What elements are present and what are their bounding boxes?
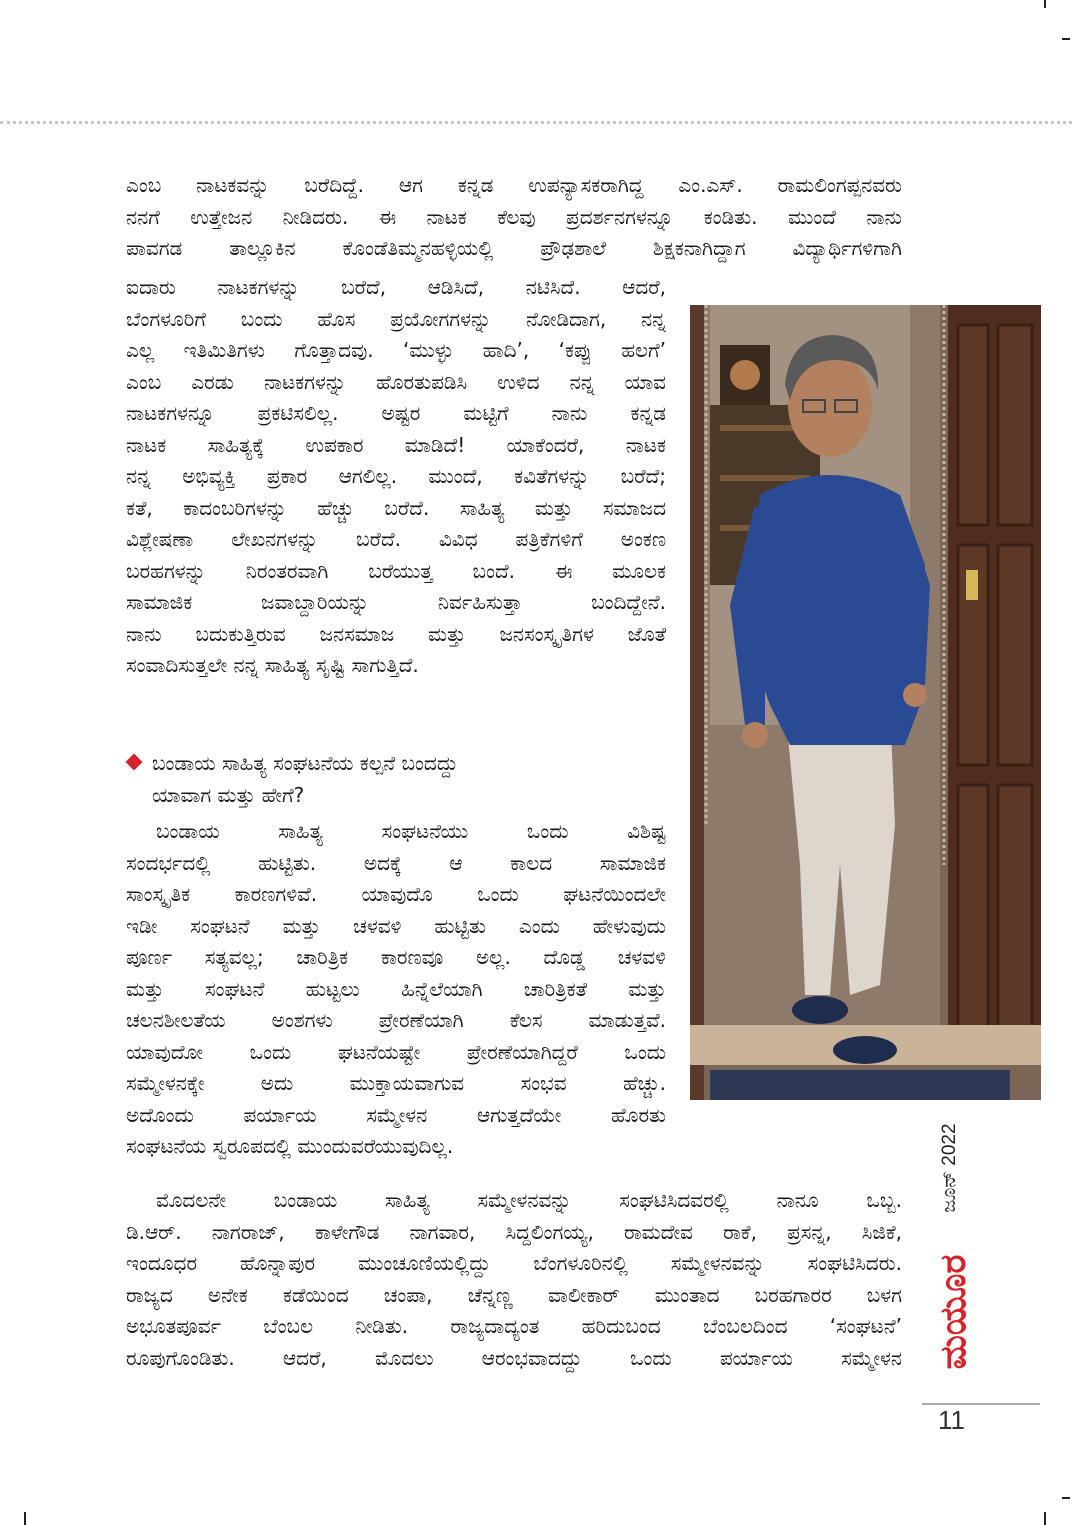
article-paragraph-3: [126, 816, 666, 1163]
text-line: ಅದೊಂದು ಪರ್ಯಾಯ ಸಮ್ಮೇಳನ ಆಗುತ್ತದೆಯೇ ಹೊರತು: [126, 1102, 666, 1127]
question-line: ಯಾವಾಗ ಮತ್ತು ಹೇಗೆ?: [152, 783, 305, 807]
text-line: ಕತೆ, ಕಾದಂಬರಿಗಳನ್ನು ಹೆಚ್ಚು ಬರೆದೆ. ಸಾಹಿತ್ಯ ಮತ್ತು ಸಮಾಜದ: [126, 495, 666, 520]
article-paragraph-2: [126, 272, 666, 682]
text-line: ಎಲ್ಲ ಇತಿಮಿತಿಗಳು ಗೊತ್ತಾದವು. ‘ಮುಳ್ಳು ಹಾದಿ’, ‘ಕಪ್ಪು ಹಲಗೆ’: [126, 338, 666, 362]
crop-mark: [1044, 1512, 1046, 1525]
text-line: ಸಂಘಟನೆಯ ಸ್ವರೂಪದಲ್ಲಿ ಮುಂದುವರೆಯುವುದಿಲ್ಲ.: [126, 1134, 454, 1158]
text-line: ಬಂಡಾಯ ಸಾಹಿತ್ಯ ಸಂಘಟನೆಯು ಒಂದು ವಿಶಿಷ್ಟ: [156, 819, 666, 843]
text-line: ಎಂಬ ಎರಡು ನಾಟಕಗಳನ್ನು ಹೊರತುಪಡಿಸಿ ಉಳಿದ ನನ್ನ ಯಾವ: [126, 369, 666, 394]
interview-question: [126, 747, 666, 811]
text-line: ಯಾವುದೋ ಒಂದು ಘಟನೆಯಷ್ಟೇ ಪ್ರೇರಣೆಯಾಗಿದ್ದರೆ ಒಂದು: [126, 1039, 666, 1064]
crop-mark: [1044, 0, 1046, 8]
article-paragraph-4: [126, 1185, 902, 1374]
crop-mark: [1062, 38, 1070, 40]
text-line: ನಾನು ಬದುಕುತ್ತಿರುವ ಜನಸಮಾಜ ಮತ್ತು ಜನಸಂಸ್ಕೃತಿಗಳ ಜೊತೆ: [126, 621, 666, 646]
text-line: ನನ್ನ ಅಭಿವ್ಯಕ್ತಿ ಪ್ರಕಾರ ಆಗಲಿಲ್ಲ. ಮುಂದೆ, ಕವಿತೆಗಳನ್ನು ಬರೆದೆ;: [126, 464, 666, 488]
text-line: ಬೆಂಗಳೂರಿಗೆ ಬಂದು ಹೊಸ ಪ್ರಯೋಗಗಳನ್ನು ನೋಡಿದಾಗ, ನನ್ನ: [126, 306, 666, 331]
issue-date: [930, 1118, 970, 1218]
text-line: ಸಾಂಸ್ಕೃತಿಕ ಕಾರಣಗಳಿವೆ. ಯಾವುದೊ ಒಂದು ಘಟನೆಯಿಂದಲೇ: [126, 882, 666, 906]
text-line: ಬರಹಗಳನ್ನು ನಿರಂತರವಾಗಿ ಬರೆಯುತ್ತ ಬಂದೆ. ಈ ಮೂಲಕ: [126, 558, 666, 583]
text-line: ಮತ್ತು ಸಂಘಟನೆ ಹುಟ್ಟಲು ಹಿನ್ನೆಲೆಯಾಗಿ ಚಾರಿತ್ರಿಕತೆ ಮತ್ತು: [126, 976, 666, 1001]
text-line: ಸಮ್ಮೇಳನಕ್ಕೇ ಅದು ಮುಕ್ತಾಯವಾಗುವ ಸಂಭವ ಹೆಚ್ಚು.: [126, 1071, 666, 1095]
crop-mark: [1062, 1497, 1070, 1499]
text-line: ನನಗೆ ಉತ್ತೇಜನ ನೀಡಿದರು. ಈ ನಾಟಕ ಕೆಲವು ಪ್ರದರ್ಶನಗಳನ್ನೂ ಕಂಡಿತು. ಮುಂದೆ ನಾನು: [126, 204, 902, 229]
text-line: ಮೊದಲನೇ ಬಂಡಾಯ ಸಾಹಿತ್ಯ ಸಮ್ಮೇಳನವನ್ನು ಸಂಘಟಿಸಿದವರಲ್ಲಿ ನಾನೂ ಒಬ್ಬ.: [156, 1188, 902, 1212]
text-line: ಪೂರ್ಣ ಸತ್ಯವಲ್ಲ; ಚಾರಿತ್ರಿಕ ಕಾರಣವೂ ಅಲ್ಲ. ದೊಡ್ಡ ಚಳವಳಿ: [126, 945, 666, 969]
magazine-masthead: [934, 1232, 976, 1392]
crop-mark: [24, 1512, 26, 1525]
text-line: ನಾಟಕ ಸಾಹಿತ್ಯಕ್ಕೆ ಉಪಕಾರ ಮಾಡಿದೆ! ಯಾಕೆಂದರೆ, ನಾಟಕ: [126, 432, 666, 457]
text-line: ಸಾಮಾಜಿಕ ಜವಾಬ್ದಾರಿಯನ್ನು ನಿರ್ವಹಿಸುತ್ತಾ ಬಂದಿದ್ದೇನೆ.: [126, 590, 666, 614]
question-line: ಬಂಡಾಯ ಸಾಹಿತ್ಯ ಸಂಘಟನೆಯ ಕಲ್ಪನೆ ಬಂದದ್ದು: [152, 751, 458, 775]
text-line: ಅಭೂತಪೂರ್ವ ಬೆಂಬಲ ನೀಡಿತು. ರಾಜ್ಯದಾದ್ಯಂತ ಹರಿದುಬಂದ ಬೆಂಬಲದಿಂದ ‘ಸಂಘಟನೆ’: [126, 1314, 902, 1338]
issue-date-text: ಜೂನ್ 2022: [939, 1123, 960, 1213]
text-line: ಡಿ.ಆರ್. ನಾಗರಾಜ್, ಕಾಳೇಗೌಡ ನಾಗವಾರ, ಸಿದ್ದಲಿಂಗಯ್ಯ, ರಾಮದೇವ ರಾಕೆ, ಪ್ರಸನ್ನ, ಸಿಜಿಕೆ,: [126, 1219, 902, 1244]
article-paragraph-1: [126, 170, 902, 265]
text-line: ಸಂವಾದಿಸುತ್ತಲೇ ನನ್ನ ಸಾಹಿತ್ಯ ಸೃಷ್ಟಿ ಸಾಗುತ್ತಿದೆ.: [126, 653, 419, 677]
text-line: ಎಂಬ ನಾಟಕವನ್ನು ಬರೆದಿದ್ದೆ. ಆಗ ಕನ್ನಡ ಉಪನ್ಯಾಸಕರಾಗಿದ್ದ ಎಂ.ಎಸ್. ರಾಮಲಿಂಗಪ್ಪನವರು: [126, 173, 902, 197]
text-line: ನಾಟಕಗಳನ್ನೂ ಪ್ರಕಟಿಸಲಿಲ್ಲ. ಅಷ್ಟರ ಮಟ್ಟಿಗೆ ನಾನು ಕನ್ನಡ: [126, 401, 666, 425]
text-line: ಸಂದರ್ಭದಲ್ಲಿ ಹುಟ್ಟಿತು. ಅದಕ್ಕೆ ಆ ಕಾಲದ ಸಾಮಾಜಿಕ: [126, 850, 666, 875]
text-line: ವಿಶ್ಲೇಷಣಾ ಲೇಖನಗಳನ್ನು ಬರೆದೆ. ವಿವಿಧ ಪತ್ರಿಕೆಗಳಿಗೆ ಅಂಕಣ: [126, 527, 666, 551]
masthead-text: ಮಯೂರ: [934, 1254, 974, 1370]
dotted-divider: [0, 121, 1072, 124]
text-line: ರಾಜ್ಯದ ಅನೇಕ ಕಡೆಯಿಂದ ಚಂಪಾ, ಚೆನ್ನಣ್ಣ ವಾಲೀಕಾರ್ ಮುಂತಾದ ಬರಹಗಾರರ ಬಳಗ: [126, 1282, 902, 1307]
text-line: ಪಾವಗಡ ತಾಲ್ಲೂಕಿನ ಕೊಂಡೆತಿಮ್ಮನಹಳ್ಳಿಯಲ್ಲಿ ಪ್ರೌಢಶಾಲೆ ಶಿಕ್ಷಕನಾಗಿದ್ದಾಗ ವಿದ್ಯಾರ್ಥಿಗಳಿಗಾಗಿ: [126, 236, 902, 260]
text-line: ರೂಪುಗೊಂಡಿತು. ಆದರೆ, ಮೊದಲು ಆರಂಭವಾದದ್ದು ಒಂದು ಪರ್ಯಾಯ ಸಮ್ಮೇಳನ: [126, 1345, 902, 1370]
man-in-doorway-photo: [690, 305, 1041, 1100]
text-line: ಇಂದೂಧರ ಹೊನ್ನಾಪುರ ಮುಂಚೂಣಿಯಲ್ಲಿದ್ದು ಬೆಂಗಳೂರಿನಲ್ಲಿ ಸಮ್ಮೇಳನವನ್ನು ಸಂಘಟಿಸಿದರು.: [126, 1251, 902, 1275]
text-line: ಐದಾರು ನಾಟಕಗಳನ್ನು ಬರೆದೆ, ಆಡಿಸಿದೆ, ನಟಿಸಿದೆ. ಆದರೆ,: [126, 275, 666, 299]
page-number: 11: [938, 1405, 965, 1435]
text-line: ಚಲನಶೀಲತೆಯ ಅಂಶಗಳು ಪ್ರೇರಣೆಯಾಗಿ ಕೆಲಸ ಮಾಡುತ್ತವೆ.: [126, 1008, 666, 1032]
text-line: ಇಡೀ ಸಂಘಟನೆ ಮತ್ತು ಚಳವಳಿ ಹುಟ್ಟಿತು ಎಂದು ಹೇಳುವುದು: [126, 913, 666, 938]
